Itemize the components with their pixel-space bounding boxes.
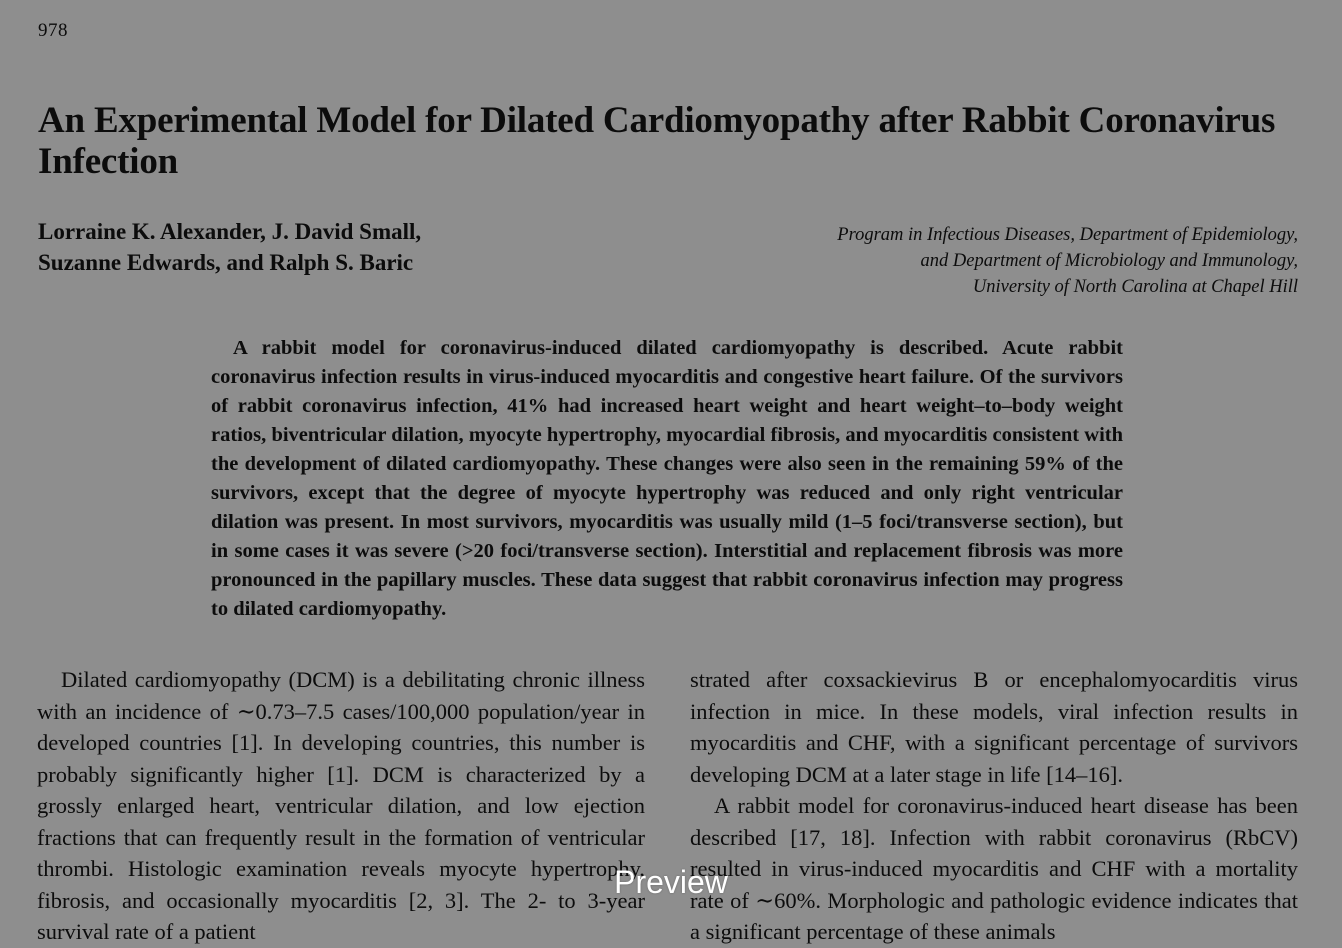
body-column-right — [690, 664, 1298, 948]
affiliation-line: Program in Infectious Diseases, Department of Epidemiology, — [837, 225, 1298, 245]
paper-title: An Experimental Model for Dilated Cardiomyopathy after Rabbit Coronavirus Infection — [38, 100, 1276, 182]
body-paragraph: strated after coxsackievirus B or encephalomyocarditis virus infection in mice. In these models, viral infection results in myocarditis and CHF, with a significant percentage of survivors developing DCM at a later stage in life [14–16]. — [690, 667, 1298, 787]
affiliation-line: and Department of Microbiology and Immunology, — [920, 251, 1298, 271]
affiliation-line: University of North Carolina at Chapel Hill — [972, 277, 1298, 297]
author-list — [38, 216, 421, 278]
body-column-left — [37, 664, 645, 948]
affiliation — [837, 222, 1298, 300]
preview-watermark: Preview — [614, 864, 728, 900]
body-paragraph: A rabbit model for coronavirus-induced heart disease has been described [17, 18]. Infection with rabbit coronavirus (RbCV) resulted in virus-induced myocarditis and CHF with a mortality rate of ∼60%. Morphologic and pathologic evidence indicates that a significant percentage of these animals — [690, 793, 1298, 944]
body-paragraph: Dilated cardiomyopathy (DCM) is a debilitating chronic illness with an incidence of ∼0.73–7.5 cases/100,000 population/year in developed countries [1]. In developing countries, this number is probably significantly higher [1]. DCM is characterized by a grossly enlarged heart, ventricular dilation, and low ejection fractions that can frequently result in the formation of ventricular thrombi. Histologic examination reveals myocyte hypertrophy, fibrosis, and occasionally myocarditis [2, 3]. The 2- to 3-year survival rate of a patient — [37, 667, 645, 944]
author-line: Lorraine K. Alexander, J. David Small, — [38, 219, 422, 244]
abstract: A rabbit model for coronavirus-induced dilated cardiomyopathy is described. Acute rabbit coronavirus infection results in virus-induced myocarditis and congestive heart failure. Of the survivors of rabbit coronavirus infection, 41% had increased heart weight and heart weight–to–body weight ratios, biventricular dilation, myocyte hypertrophy, myocardial fibrosis, and myocarditis consistent with the development of dilated cardiomyopathy. These changes were also seen in the remaining 59% of the survivors, except that the degree of myocyte hypertrophy was reduced and only right ventricular dilation was present. In most survivors, myocarditis was usually mild (1–5 foci/transverse section), but in some cases it was severe (>20 foci/transverse section). Interstitial and replacement fibrosis was more pronounced in the papillary muscles. These data suggest that rabbit coronavirus infection may progress to dilated cardiomyopathy. — [211, 337, 1123, 620]
page-number: 978 — [38, 20, 68, 41]
author-line: Suzanne Edwards, and Ralph S. Baric — [38, 250, 414, 275]
